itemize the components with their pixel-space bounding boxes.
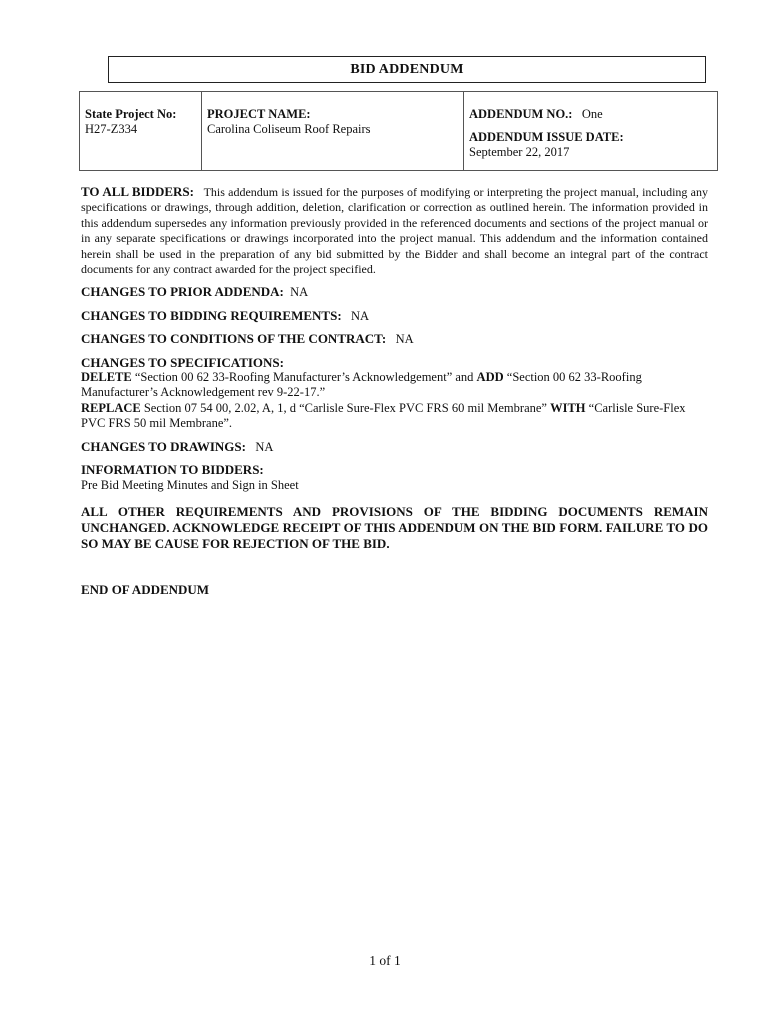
- add-text: “Section 00 62 33-Roofing Manufacturer’s Acknowledgement rev 9-22-17.”: [81, 370, 642, 400]
- replace-text: Section 07 54 00, 2.02, A, 1, d “Carlisle Sure-Flex PVC FRS 60 mil Membrane”: [143, 400, 547, 415]
- info-bidders-label: INFORMATION TO BIDDERS:: [81, 462, 264, 478]
- with-keyword: WITH: [550, 400, 586, 415]
- add-keyword: ADD: [476, 370, 504, 385]
- intro-text: This addendum is issued for the purposes of modifying or interpreting the project manual, including any specifications or drawings, through addition, deletion, clarification or correction as outlined herein. The information provided in this addendum supersedes any information previously provided in the referenced documents and sections of the project manual or in any separate specifications or drawings incorporated into the project manual. This addendum and the information contained herein shall be used in the preparation of any bid submitted by the Bidder and shall become an integral part of the contract documents for any contract awarded for the project specified.: [81, 185, 709, 277]
- changes-drawings-value: NA: [255, 439, 274, 454]
- changes-drawings: [81, 439, 708, 455]
- intro-label: TO ALL BIDDERS:: [81, 184, 194, 199]
- replace-line: [81, 401, 708, 432]
- issue-date-label: ADDENDUM ISSUE DATE:: [469, 130, 624, 144]
- page-number: 1 of 1: [369, 953, 401, 968]
- changes-prior-addenda-value: NA: [290, 285, 309, 300]
- changes-bidding-value: NA: [351, 308, 370, 323]
- end-of-addendum: END OF ADDENDUM: [81, 581, 210, 597]
- addendum-no-value: One: [581, 107, 603, 121]
- changes-conditions-value: NA: [395, 332, 414, 347]
- issue-date-value: September 22, 2017: [469, 145, 570, 159]
- changes-prior-addenda-label: CHANGES TO PRIOR ADDENDA:: [81, 284, 284, 300]
- changes-conditions: [81, 331, 708, 347]
- replace-keyword: REPLACE: [81, 400, 141, 415]
- changes-conditions-label: CHANGES TO CONDITIONS OF THE CONTRACT:: [81, 331, 387, 347]
- changes-specs-label: CHANGES TO SPECIFICATIONS:: [81, 354, 284, 370]
- project-info-table: [79, 91, 718, 171]
- addendum-cell: [464, 92, 717, 170]
- information-to-bidders: [81, 462, 708, 493]
- changes-specifications: [81, 355, 708, 432]
- delete-add-line: [81, 370, 708, 401]
- intro-paragraph: [81, 184, 708, 277]
- info-bidders-value: Pre Bid Meeting Minutes and Sign in Sheet: [81, 477, 299, 492]
- state-project-cell: [80, 92, 202, 170]
- changes-bidding-label: CHANGES TO BIDDING REQUIREMENTS:: [81, 307, 342, 323]
- with-text: “Carlisle Sure-Flex PVC FRS 50 mil Membrane”.: [81, 400, 686, 431]
- changes-drawings-label: CHANGES TO DRAWINGS:: [81, 438, 246, 454]
- delete-text: “Section 00 62 33-Roofing Manufacturer’s Acknowledgement” and: [134, 370, 474, 385]
- document-title: BID ADDENDUM: [108, 56, 706, 83]
- addendum-no-label: ADDENDUM NO.:: [469, 107, 573, 121]
- state-project-label: State Project No:: [85, 107, 177, 121]
- changes-bidding-requirements: [81, 308, 708, 324]
- delete-keyword: DELETE: [81, 370, 132, 385]
- addendum-body: [81, 184, 708, 597]
- state-project-value: H27-Z334: [85, 122, 138, 136]
- project-name-value: Carolina Coliseum Roof Repairs: [207, 122, 371, 136]
- changes-prior-addenda: [81, 284, 708, 300]
- final-notice: ALL OTHER REQUIREMENTS AND PROVISIONS OF THE BIDDING DOCUMENTS REMAIN UNCHANGED. ACKNOWLEDGE RECEIPT OF THIS ADDENDUM ON THE BID FORM. FAILURE TO DO SO MAY BE CAUSE FOR REJECTION OF THE BID.: [81, 503, 708, 551]
- project-name-label: PROJECT NAME:: [207, 107, 311, 121]
- project-name-cell: [202, 92, 464, 170]
